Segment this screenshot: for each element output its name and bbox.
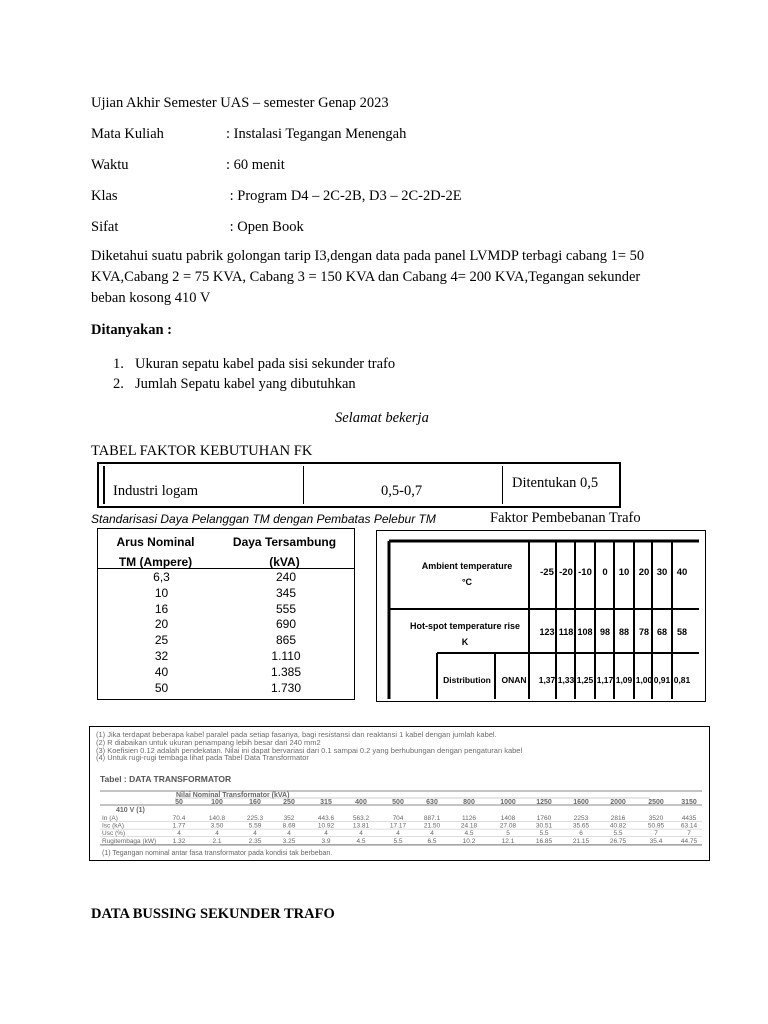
trafo-rating: 3150 — [681, 799, 697, 806]
trafo-cell: 21.50 — [423, 822, 441, 830]
trafo-group-header: Nilai Nominal Transformator (kVA) — [176, 792, 290, 799]
trafo-cell: 35.65 — [572, 822, 590, 830]
trafo-note: (2) R diabaikan untuk ukuran penampang lebih besar dari 240 mm2 — [96, 737, 321, 747]
tm-power-value: 345 — [275, 585, 297, 600]
trafo-cell: 1.32 — [172, 837, 186, 845]
question-heading: Ditanyakan : — [91, 322, 172, 338]
trafo-rating: 50 — [175, 799, 183, 806]
trafo-note: (3) Koefisien 0.12 adalah pendekatan. Nilai ini dapat bervariasi dari 0.1 sampai 0.2 yang berhubungan dengan pengaturan kabel — [96, 745, 523, 755]
trafo-rating: 2000 — [610, 799, 626, 806]
tm-header-current: Arus Nominal TM (Ampere) — [116, 535, 195, 569]
trafo-rating: 1250 — [536, 799, 552, 806]
fk-table-title: TABEL FAKTOR KEBUTUHAN FK — [91, 443, 313, 459]
fk-cell-range: 0,5-0,7 — [303, 466, 503, 504]
trafo-cell: 10.2 — [462, 837, 476, 845]
trafo-cell: 8.69 — [282, 822, 296, 830]
tm-power-value: 865 — [275, 633, 297, 648]
trafo-cell: 6 — [579, 830, 583, 838]
trafo-rating: 315 — [320, 799, 332, 806]
info-value-nature: : Open Book — [226, 219, 304, 235]
trafo-cell: 5.5 — [613, 830, 623, 838]
trafo-rating: 800 — [463, 799, 475, 806]
trafo-cell: 10.92 — [317, 822, 335, 830]
tm-current-column — [110, 570, 213, 696]
amb-rise-value: 78 — [638, 627, 650, 637]
problem-line-2: KVA,Cabang 2 = 75 KVA, Cabang 3 = 150 KVA dan Cabang 4= 200 KVA,Tegangan sekunder — [91, 269, 641, 285]
question-text: Jumlah Sepatu kabel yang dibutuhkan — [135, 376, 356, 392]
amb-rise-value: 123 — [539, 627, 555, 637]
info-value-course: : Instalasi Tegangan Menengah — [226, 126, 407, 142]
fk-table — [97, 462, 621, 508]
trafo-cell: 16.85 — [535, 837, 553, 845]
trafo-cell: 5.5 — [539, 830, 549, 838]
trafo-cell: 7 — [654, 830, 658, 838]
tm-header-power: Daya Tersambung (kVA) — [232, 535, 337, 569]
trafo-cell: 30.51 — [535, 822, 553, 830]
trafo-cell: 225.3 — [246, 815, 264, 822]
trafo-cell: 4 — [324, 830, 328, 838]
amb-rise-value: 108 — [577, 627, 593, 637]
amb-temp-value: 20 — [638, 567, 650, 578]
info-label-nature: Sifat — [91, 219, 119, 235]
trafo-cell: 21.15 — [572, 837, 590, 845]
amb-row3-label: Distribution — [443, 675, 491, 685]
tm-power-value: 1.730 — [270, 680, 302, 695]
trafo-cell: 1408 — [500, 815, 516, 822]
tm-current-value: 32 — [154, 648, 169, 663]
amb-temp-value: -25 — [540, 567, 554, 578]
amb-temp-value: -10 — [578, 567, 592, 578]
trafo-cell: 7 — [687, 830, 691, 838]
trafo-cell: 2816 — [610, 815, 626, 822]
tm-current-value: 16 — [154, 601, 169, 616]
tm-current-value: 6,3 — [153, 570, 170, 584]
trafo-cell: 50.95 — [647, 822, 665, 830]
closing-text: Selamat bekerja — [335, 410, 429, 426]
exam-title: Ujian Akhir Semester UAS – semester Genap 2023 — [91, 95, 389, 111]
trafo-cell: 352 — [283, 815, 295, 822]
trafo-row-label: In (A) — [102, 815, 118, 822]
trafo-cell: 443.6 — [317, 815, 335, 822]
fk-cell-determined: Ditentukan 0,5 — [512, 475, 599, 491]
amb-temp-value: 10 — [618, 567, 630, 578]
amb-row1-unit: °C — [461, 577, 473, 587]
trafo-cell: 140.8 — [208, 815, 226, 822]
transformer-data-table — [89, 726, 710, 861]
trafo-cell: 1.77 — [172, 822, 186, 830]
trafo-cell: 5.5 — [393, 837, 403, 845]
question-number: 2. — [113, 376, 124, 392]
problem-line-1: Diketahui suatu pabrik golongan tarip I3,dengan data pada panel LVMDP terbagi cabang 1= 50 — [91, 248, 645, 264]
tm-table-caption: Standarisasi Daya Pelanggan TM dengan Pembatas Pelebur TM — [91, 512, 436, 526]
tm-current-value: 50 — [154, 680, 169, 695]
trafo-cell: 6.5 — [427, 837, 437, 845]
trafo-cell: 3.25 — [282, 837, 296, 845]
trafo-cell: 4 — [287, 830, 291, 838]
trafo-cell: 3.50 — [210, 822, 224, 830]
trafo-cell: 12.1 — [501, 837, 515, 845]
trafo-cell: 70.4 — [172, 815, 186, 822]
amb-rise-value: 88 — [618, 627, 630, 637]
trafo-note: (4) Untuk rugi-rugi tembaga lihat pada Tabel Data Transformator — [96, 753, 309, 763]
trafo-rating: 400 — [355, 799, 367, 806]
info-value-time: : 60 menit — [226, 157, 285, 173]
tm-power-column — [216, 570, 356, 696]
trafo-cell: 4 — [253, 830, 257, 838]
trafo-rating: 500 — [392, 799, 404, 806]
tm-power-value: 240 — [275, 570, 297, 584]
info-value-class: : Program D4 – 2C-2B, D3 – 2C-2D-2E — [226, 188, 462, 204]
amb-row3-type: ONAN — [501, 675, 527, 685]
trafo-cell: 704 — [392, 815, 404, 822]
amb-factor-value: 1,33 — [557, 675, 575, 685]
trafo-cell: 4.5 — [464, 830, 474, 838]
amb-row2-unit: K — [461, 637, 469, 647]
trafo-cell: 5 — [506, 830, 510, 838]
amb-row2-label: Hot-spot temperature rise — [409, 621, 521, 631]
info-label-class: Klas — [91, 188, 118, 204]
amb-temp-value: -20 — [559, 567, 573, 578]
trafo-cell: 2253 — [573, 815, 589, 822]
amb-rise-value: 68 — [656, 627, 668, 637]
trafo-cell: 2.35 — [248, 837, 262, 845]
trafo-cell: 887.1 — [423, 815, 441, 822]
question-item — [113, 376, 356, 393]
bussing-heading: DATA BUSSING SEKUNDER TRAFO — [91, 906, 335, 922]
amb-temp-value: 0 — [602, 567, 608, 578]
trafo-rating: 100 — [211, 799, 223, 806]
trafo-voltage: 410 V (1) — [116, 807, 145, 814]
amb-factor-value: 1,09 — [615, 675, 633, 685]
amb-row1-label: Ambient temperature — [421, 561, 513, 571]
amb-factor-value: 0,81 — [673, 675, 691, 685]
trafo-rating: 160 — [249, 799, 261, 806]
trafo-rating: 1600 — [573, 799, 589, 806]
trafo-note: (1) Jika terdapat beberapa kabel paralel pada setiap fasanya, bagi resistansi dan reaktansi 1 kabel dengan jumlah kabel. — [96, 730, 497, 739]
trafo-cell: 1760 — [536, 815, 552, 822]
problem-line-3: beban kosong 410 V — [91, 290, 211, 306]
trafo-cell: 563.2 — [352, 815, 370, 822]
trafo-rating: 1000 — [500, 799, 516, 806]
question-text: Ukuran sepatu kabel pada sisi sekunder trafo — [135, 356, 396, 372]
tm-power-table — [97, 528, 355, 700]
question-item — [113, 356, 396, 373]
amb-temp-value: 30 — [656, 567, 668, 578]
amb-factor-value: 1,25 — [576, 675, 594, 685]
tm-power-value: 1.385 — [270, 664, 302, 679]
info-label-course: Mata Kuliah — [91, 126, 164, 142]
amb-rise-value: 58 — [676, 627, 688, 637]
trafo-cell: 4 — [359, 830, 363, 838]
trafo-cell: 3.9 — [321, 837, 331, 845]
trafo-cell: 1126 — [462, 815, 476, 822]
trafo-cell: 4 — [177, 830, 181, 838]
trafo-cell: 44.75 — [680, 837, 698, 845]
trafo-cell: 2.1 — [212, 837, 222, 845]
ambient-temperature-table — [376, 530, 706, 702]
trafo-cell: 27.08 — [499, 822, 517, 830]
trafo-rating: 250 — [283, 799, 295, 806]
trafo-row-label: Isc (kA) — [102, 822, 125, 830]
trafo-cell: 13.81 — [352, 822, 370, 830]
trafo-rating: 2500 — [648, 799, 664, 806]
trafo-cell: 26.75 — [609, 837, 627, 845]
tm-current-value: 20 — [154, 617, 169, 632]
trafo-cell: 40.82 — [609, 822, 627, 830]
fk-cell-industry: Industri logam — [105, 466, 304, 504]
amb-factor-value: 1,17 — [596, 675, 614, 685]
trafo-footnote: (1) Tegangan nominal antar fasa transformator pada kondisi tak berbeban. — [102, 850, 333, 857]
tm-current-value: 10 — [154, 585, 169, 600]
tm-power-value: 555 — [275, 601, 297, 616]
amb-factor-value: 1,37 — [538, 675, 556, 685]
trafo-cell: 5.59 — [248, 822, 262, 830]
trafo-row-label: Usc (%) — [102, 830, 126, 838]
tm-power-value: 690 — [275, 617, 297, 632]
amb-factor-value: 0,91 — [653, 675, 671, 685]
trafo-title: Tabel : DATA TRANSFORMATOR — [100, 774, 232, 784]
tm-power-value: 1.110 — [271, 648, 301, 663]
trafo-rating: 630 — [426, 799, 438, 806]
tm-current-value: 25 — [154, 633, 169, 648]
trafo-cell: 4.5 — [356, 837, 366, 845]
trafo-cell: 24.18 — [460, 822, 478, 830]
loading-factor-caption: Faktor Pembebanan Trafo — [490, 510, 641, 526]
trafo-cell: 4 — [430, 830, 434, 838]
amb-factor-value: 1,00 — [635, 675, 653, 685]
tm-current-value: 40 — [154, 664, 169, 679]
trafo-cell: 63.14 — [680, 822, 698, 830]
trafo-cell: 3520 — [648, 815, 664, 822]
amb-temp-value: 40 — [676, 567, 688, 578]
question-number: 1. — [113, 356, 124, 372]
info-label-time: Waktu — [91, 157, 129, 173]
trafo-row-label: Rugitembaga (kW) — [102, 837, 157, 845]
trafo-cell: 4435 — [681, 815, 697, 822]
trafo-cell: 35.4 — [649, 837, 663, 845]
trafo-cell: 17.17 — [389, 822, 407, 830]
trafo-cell: 4 — [215, 830, 219, 838]
amb-rise-value: 118 — [558, 627, 574, 637]
trafo-cell: 4 — [396, 830, 400, 838]
amb-rise-value: 98 — [599, 627, 611, 637]
